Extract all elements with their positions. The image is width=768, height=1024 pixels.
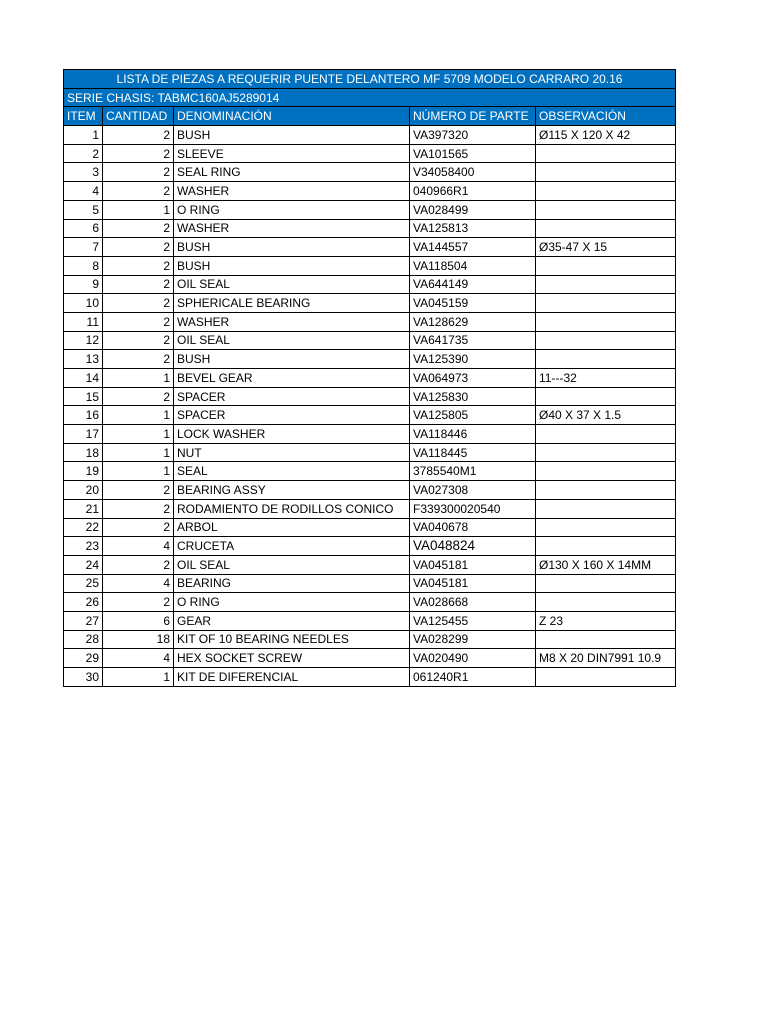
cell-numero-parte: VA028668 xyxy=(410,593,536,612)
cell-item: 3 xyxy=(64,163,103,182)
cell-denominacion: KIT DE DIFERENCIAL xyxy=(174,668,410,687)
table-row xyxy=(64,256,676,275)
cell-denominacion: GEAR xyxy=(174,611,410,630)
cell-numero-parte: VA644149 xyxy=(410,275,536,294)
cell-cantidad: 2 xyxy=(103,144,174,163)
cell-observacion xyxy=(536,387,676,406)
cell-observacion xyxy=(536,481,676,500)
cell-observacion xyxy=(536,499,676,518)
cell-cantidad: 1 xyxy=(103,425,174,444)
cell-item: 28 xyxy=(64,630,103,649)
cell-item: 2 xyxy=(64,144,103,163)
cell-denominacion: BUSH xyxy=(174,126,410,145)
cell-observacion xyxy=(536,425,676,444)
cell-numero-parte: VA125830 xyxy=(410,387,536,406)
cell-numero-parte: VA118445 xyxy=(410,443,536,462)
cell-denominacion: BEARING ASSY xyxy=(174,481,410,500)
title-row xyxy=(64,70,676,89)
cell-denominacion: BUSH xyxy=(174,256,410,275)
cell-numero-parte: VA128629 xyxy=(410,312,536,331)
cell-item: 20 xyxy=(64,481,103,500)
cell-denominacion: WASHER xyxy=(174,219,410,238)
cell-item: 13 xyxy=(64,350,103,369)
table-row xyxy=(64,219,676,238)
table-row xyxy=(64,518,676,537)
cell-numero-parte: VA118504 xyxy=(410,256,536,275)
cell-observacion: Ø40 X 37 X 1.5 xyxy=(536,406,676,425)
cell-numero-parte: VA397320 xyxy=(410,126,536,145)
table-row xyxy=(64,238,676,257)
cell-observacion xyxy=(536,219,676,238)
table-row xyxy=(64,312,676,331)
parts-list-table xyxy=(63,69,676,687)
cell-item: 7 xyxy=(64,238,103,257)
cell-cantidad: 2 xyxy=(103,387,174,406)
cell-item: 27 xyxy=(64,611,103,630)
cell-observacion: Z 23 xyxy=(536,611,676,630)
cell-denominacion: BUSH xyxy=(174,350,410,369)
cell-observacion: Ø35-47 X 15 xyxy=(536,238,676,257)
cell-cantidad: 2 xyxy=(103,593,174,612)
cell-observacion: 11---32 xyxy=(536,369,676,388)
cell-numero-parte: VA125390 xyxy=(410,350,536,369)
header-denominacion: DENOMINACIÓN xyxy=(174,107,410,126)
cell-cantidad: 2 xyxy=(103,481,174,500)
cell-item: 5 xyxy=(64,200,103,219)
table-row xyxy=(64,462,676,481)
cell-numero-parte: F339300020540 xyxy=(410,499,536,518)
cell-observacion xyxy=(536,182,676,201)
table-row xyxy=(64,406,676,425)
table-row xyxy=(64,182,676,201)
cell-item: 4 xyxy=(64,182,103,201)
cell-denominacion: ARBOL xyxy=(174,518,410,537)
cell-cantidad: 1 xyxy=(103,668,174,687)
cell-item: 25 xyxy=(64,574,103,593)
cell-numero-parte: VA020490 xyxy=(410,649,536,668)
cell-item: 1 xyxy=(64,126,103,145)
table-row xyxy=(64,163,676,182)
table-row xyxy=(64,537,676,556)
cell-observacion: Ø115 X 120 X 42 xyxy=(536,126,676,145)
table-row xyxy=(64,443,676,462)
table-row xyxy=(64,574,676,593)
table-row xyxy=(64,481,676,500)
cell-observacion: M8 X 20 DIN7991 10.9 xyxy=(536,649,676,668)
cell-cantidad: 1 xyxy=(103,462,174,481)
cell-cantidad: 2 xyxy=(103,499,174,518)
cell-cantidad: 2 xyxy=(103,163,174,182)
cell-cantidad: 4 xyxy=(103,649,174,668)
cell-item: 16 xyxy=(64,406,103,425)
cell-observacion xyxy=(536,630,676,649)
cell-numero-parte: 3785540M1 xyxy=(410,462,536,481)
table-row xyxy=(64,144,676,163)
cell-denominacion: SEAL RING xyxy=(174,163,410,182)
cell-observacion xyxy=(536,200,676,219)
cell-item: 12 xyxy=(64,331,103,350)
cell-numero-parte: VA028499 xyxy=(410,200,536,219)
cell-item: 18 xyxy=(64,443,103,462)
cell-item: 10 xyxy=(64,294,103,313)
table-row xyxy=(64,294,676,313)
cell-item: 29 xyxy=(64,649,103,668)
cell-denominacion: LOCK WASHER xyxy=(174,425,410,444)
table-row xyxy=(64,126,676,145)
table-row xyxy=(64,630,676,649)
cell-observacion xyxy=(536,593,676,612)
cell-denominacion: BUSH xyxy=(174,238,410,257)
cell-numero-parte: VA125813 xyxy=(410,219,536,238)
cell-cantidad: 2 xyxy=(103,350,174,369)
table-row xyxy=(64,275,676,294)
table-row xyxy=(64,593,676,612)
cell-observacion xyxy=(536,163,676,182)
cell-cantidad: 4 xyxy=(103,537,174,556)
cell-observacion xyxy=(536,275,676,294)
cell-numero-parte: V34058400 xyxy=(410,163,536,182)
table-row xyxy=(64,425,676,444)
cell-cantidad: 2 xyxy=(103,518,174,537)
cell-observacion xyxy=(536,350,676,369)
cell-denominacion: NUT xyxy=(174,443,410,462)
cell-cantidad: 2 xyxy=(103,312,174,331)
cell-cantidad: 2 xyxy=(103,182,174,201)
serie-chasis: SERIE CHASIS: TABMC160AJ5289014 xyxy=(64,88,676,107)
cell-item: 23 xyxy=(64,537,103,556)
cell-item: 15 xyxy=(64,387,103,406)
cell-numero-parte: VA125805 xyxy=(410,406,536,425)
cell-numero-parte: VA045159 xyxy=(410,294,536,313)
cell-item: 19 xyxy=(64,462,103,481)
cell-item: 26 xyxy=(64,593,103,612)
cell-item: 6 xyxy=(64,219,103,238)
header-numero-parte: NÚMERO DE PARTE xyxy=(410,107,536,126)
cell-denominacion: CRUCETA xyxy=(174,537,410,556)
header-cantidad: CANTIDAD xyxy=(103,107,174,126)
cell-cantidad: 2 xyxy=(103,256,174,275)
cell-observacion xyxy=(536,256,676,275)
cell-numero-parte: VA118446 xyxy=(410,425,536,444)
cell-observacion xyxy=(536,312,676,331)
cell-cantidad: 18 xyxy=(103,630,174,649)
cell-denominacion: SEAL xyxy=(174,462,410,481)
cell-observacion xyxy=(536,537,676,556)
cell-item: 17 xyxy=(64,425,103,444)
cell-item: 24 xyxy=(64,555,103,574)
cell-observacion xyxy=(536,144,676,163)
cell-observacion xyxy=(536,574,676,593)
cell-observacion xyxy=(536,294,676,313)
table-row xyxy=(64,200,676,219)
cell-denominacion: SPACER xyxy=(174,387,410,406)
cell-denominacion: BEVEL GEAR xyxy=(174,369,410,388)
cell-numero-parte: VA048824 xyxy=(410,537,536,556)
serie-row xyxy=(64,88,676,107)
cell-denominacion: WASHER xyxy=(174,312,410,331)
table-row xyxy=(64,369,676,388)
cell-item: 14 xyxy=(64,369,103,388)
cell-numero-parte: VA045181 xyxy=(410,555,536,574)
table-row xyxy=(64,331,676,350)
table-row xyxy=(64,499,676,518)
cell-observacion xyxy=(536,462,676,481)
parts-rows xyxy=(64,126,676,687)
table-row xyxy=(64,611,676,630)
cell-denominacion: KIT OF 10 BEARING NEEDLES xyxy=(174,630,410,649)
cell-cantidad: 1 xyxy=(103,443,174,462)
cell-numero-parte: VA641735 xyxy=(410,331,536,350)
cell-denominacion: O RING xyxy=(174,593,410,612)
cell-item: 22 xyxy=(64,518,103,537)
cell-denominacion: SPACER xyxy=(174,406,410,425)
cell-observacion xyxy=(536,443,676,462)
cell-cantidad: 2 xyxy=(103,219,174,238)
cell-cantidad: 2 xyxy=(103,126,174,145)
header-observacion: OBSERVACIÓN xyxy=(536,107,676,126)
cell-cantidad: 2 xyxy=(103,294,174,313)
cell-cantidad: 2 xyxy=(103,238,174,257)
cell-numero-parte: VA064973 xyxy=(410,369,536,388)
cell-numero-parte: VA045181 xyxy=(410,574,536,593)
cell-denominacion: OIL SEAL xyxy=(174,275,410,294)
cell-numero-parte: VA027308 xyxy=(410,481,536,500)
cell-denominacion: SPHERICALE BEARING xyxy=(174,294,410,313)
cell-numero-parte: VA028299 xyxy=(410,630,536,649)
table-row xyxy=(64,555,676,574)
table-row xyxy=(64,350,676,369)
cell-item: 8 xyxy=(64,256,103,275)
cell-observacion xyxy=(536,668,676,687)
cell-denominacion: WASHER xyxy=(174,182,410,201)
cell-denominacion: OIL SEAL xyxy=(174,331,410,350)
column-header-row xyxy=(64,107,676,126)
cell-numero-parte: 040966R1 xyxy=(410,182,536,201)
cell-item: 9 xyxy=(64,275,103,294)
cell-numero-parte: VA144557 xyxy=(410,238,536,257)
cell-observacion: Ø130 X 160 X 14MM xyxy=(536,555,676,574)
cell-item: 11 xyxy=(64,312,103,331)
cell-denominacion: BEARING xyxy=(174,574,410,593)
cell-cantidad: 2 xyxy=(103,555,174,574)
cell-item: 21 xyxy=(64,499,103,518)
sheet-title: LISTA DE PIEZAS A REQUERIR PUENTE DELANTERO MF 5709 MODELO CARRARO 20.16 xyxy=(64,70,676,89)
table-row xyxy=(64,387,676,406)
cell-observacion xyxy=(536,331,676,350)
cell-numero-parte: VA101565 xyxy=(410,144,536,163)
cell-numero-parte: VA040678 xyxy=(410,518,536,537)
table-row xyxy=(64,668,676,687)
cell-cantidad: 6 xyxy=(103,611,174,630)
cell-denominacion: SLEEVE xyxy=(174,144,410,163)
cell-cantidad: 1 xyxy=(103,369,174,388)
cell-cantidad: 1 xyxy=(103,406,174,425)
cell-cantidad: 4 xyxy=(103,574,174,593)
cell-denominacion: OIL SEAL xyxy=(174,555,410,574)
cell-observacion xyxy=(536,518,676,537)
cell-cantidad: 1 xyxy=(103,200,174,219)
cell-denominacion: HEX SOCKET SCREW xyxy=(174,649,410,668)
cell-denominacion: RODAMIENTO DE RODILLOS CONICO xyxy=(174,499,410,518)
cell-denominacion: O RING xyxy=(174,200,410,219)
table-row xyxy=(64,649,676,668)
header-item: ITEM xyxy=(64,107,103,126)
cell-numero-parte: VA125455 xyxy=(410,611,536,630)
cell-numero-parte: 061240R1 xyxy=(410,668,536,687)
cell-cantidad: 2 xyxy=(103,275,174,294)
cell-cantidad: 2 xyxy=(103,331,174,350)
cell-item: 30 xyxy=(64,668,103,687)
